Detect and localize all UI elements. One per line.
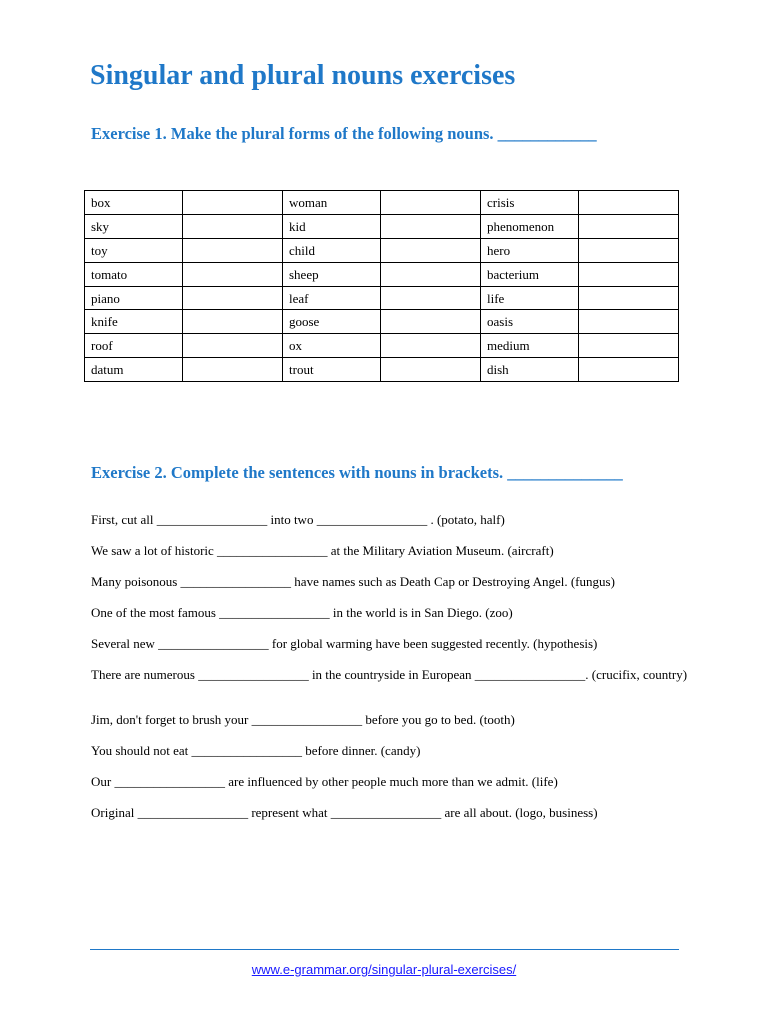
plural-answer-cell[interactable] [183, 262, 283, 286]
sentence-item: Our _________________ are influenced by other people much more than we admit. (life) [91, 774, 558, 789]
table-row [85, 214, 679, 238]
plural-answer-cell[interactable] [381, 334, 481, 358]
singular-noun-cell: toy [85, 238, 183, 262]
sentence-item: There are numerous _________________ in the countryside in European _________________. (crucifix, country) [91, 667, 688, 682]
plural-answer-cell[interactable] [381, 358, 481, 382]
plural-answer-cell[interactable] [183, 334, 283, 358]
nouns-table [84, 190, 679, 382]
singular-noun-cell: hero [481, 238, 579, 262]
singular-noun-cell: tomato [85, 262, 183, 286]
table-row [85, 286, 679, 310]
table-row [85, 310, 679, 334]
plural-answer-cell[interactable] [579, 262, 679, 286]
plural-answer-cell[interactable] [183, 191, 283, 215]
singular-noun-cell: dish [481, 358, 579, 382]
plural-answer-cell[interactable] [183, 358, 283, 382]
plural-answer-cell[interactable] [579, 238, 679, 262]
plural-answer-cell[interactable] [381, 262, 481, 286]
sentence-item: Many poisonous _________________ have names such as Death Cap or Destroying Angel. (fungus) [91, 574, 615, 589]
page-title: Singular and plural nouns exercises [90, 60, 516, 91]
exercise-1-heading: Exercise 1. Make the plural forms of the following nouns. ____________ [91, 124, 597, 143]
table-row [85, 238, 679, 262]
singular-noun-cell: child [283, 238, 381, 262]
sentence-item: We saw a lot of historic _________________ at the Military Aviation Museum. (aircraft) [91, 543, 554, 558]
singular-noun-cell: bacterium [481, 262, 579, 286]
exercise-2-heading: Exercise 2. Complete the sentences with nouns in brackets. ______________ [91, 463, 623, 482]
table-row [85, 358, 679, 382]
singular-noun-cell: sheep [283, 262, 381, 286]
table-row [85, 191, 679, 215]
sentence-item: Jim, don't forget to brush your _________________ before you go to bed. (tooth) [91, 712, 515, 727]
plural-answer-cell[interactable] [579, 191, 679, 215]
plural-answer-cell[interactable] [381, 310, 481, 334]
table-row [85, 334, 679, 358]
singular-noun-cell: life [481, 286, 579, 310]
plural-answer-cell[interactable] [579, 286, 679, 310]
plural-answer-cell[interactable] [381, 191, 481, 215]
singular-noun-cell: box [85, 191, 183, 215]
plural-answer-cell[interactable] [183, 238, 283, 262]
plural-answer-cell[interactable] [183, 310, 283, 334]
footer-link[interactable]: www.e-grammar.org/singular-plural-exercises/ [251, 962, 517, 977]
singular-noun-cell: piano [85, 286, 183, 310]
plural-answer-cell[interactable] [381, 286, 481, 310]
table-row [85, 262, 679, 286]
plural-answer-cell[interactable] [381, 238, 481, 262]
singular-noun-cell: knife [85, 310, 183, 334]
singular-noun-cell: kid [283, 214, 381, 238]
sentence-item: Several new _________________ for global warming have been suggested recently. (hypothesis) [91, 636, 598, 651]
singular-noun-cell: medium [481, 334, 579, 358]
singular-noun-cell: woman [283, 191, 381, 215]
plural-answer-cell[interactable] [381, 214, 481, 238]
singular-noun-cell: leaf [283, 286, 381, 310]
singular-noun-cell: sky [85, 214, 183, 238]
plural-answer-cell[interactable] [579, 310, 679, 334]
plural-answer-cell[interactable] [183, 214, 283, 238]
singular-noun-cell: roof [85, 334, 183, 358]
singular-noun-cell: crisis [481, 191, 579, 215]
plural-answer-cell[interactable] [579, 334, 679, 358]
singular-noun-cell: goose [283, 310, 381, 334]
footer-divider [90, 949, 679, 950]
plural-answer-cell[interactable] [183, 286, 283, 310]
singular-noun-cell: ox [283, 334, 381, 358]
plural-answer-cell[interactable] [579, 358, 679, 382]
sentence-item: One of the most famous _________________ in the world is in San Diego. (zoo) [91, 605, 513, 620]
singular-noun-cell: datum [85, 358, 183, 382]
plural-answer-cell[interactable] [579, 214, 679, 238]
singular-noun-cell: phenomenon [481, 214, 579, 238]
sentence-item: You should not eat _________________ before dinner. (candy) [91, 743, 421, 758]
singular-noun-cell: oasis [481, 310, 579, 334]
singular-noun-cell: trout [283, 358, 381, 382]
sentence-item: Original _________________ represent what _________________ are all about. (logo, business) [91, 805, 598, 820]
sentence-item: First, cut all _________________ into two _________________ . (potato, half) [91, 512, 505, 527]
